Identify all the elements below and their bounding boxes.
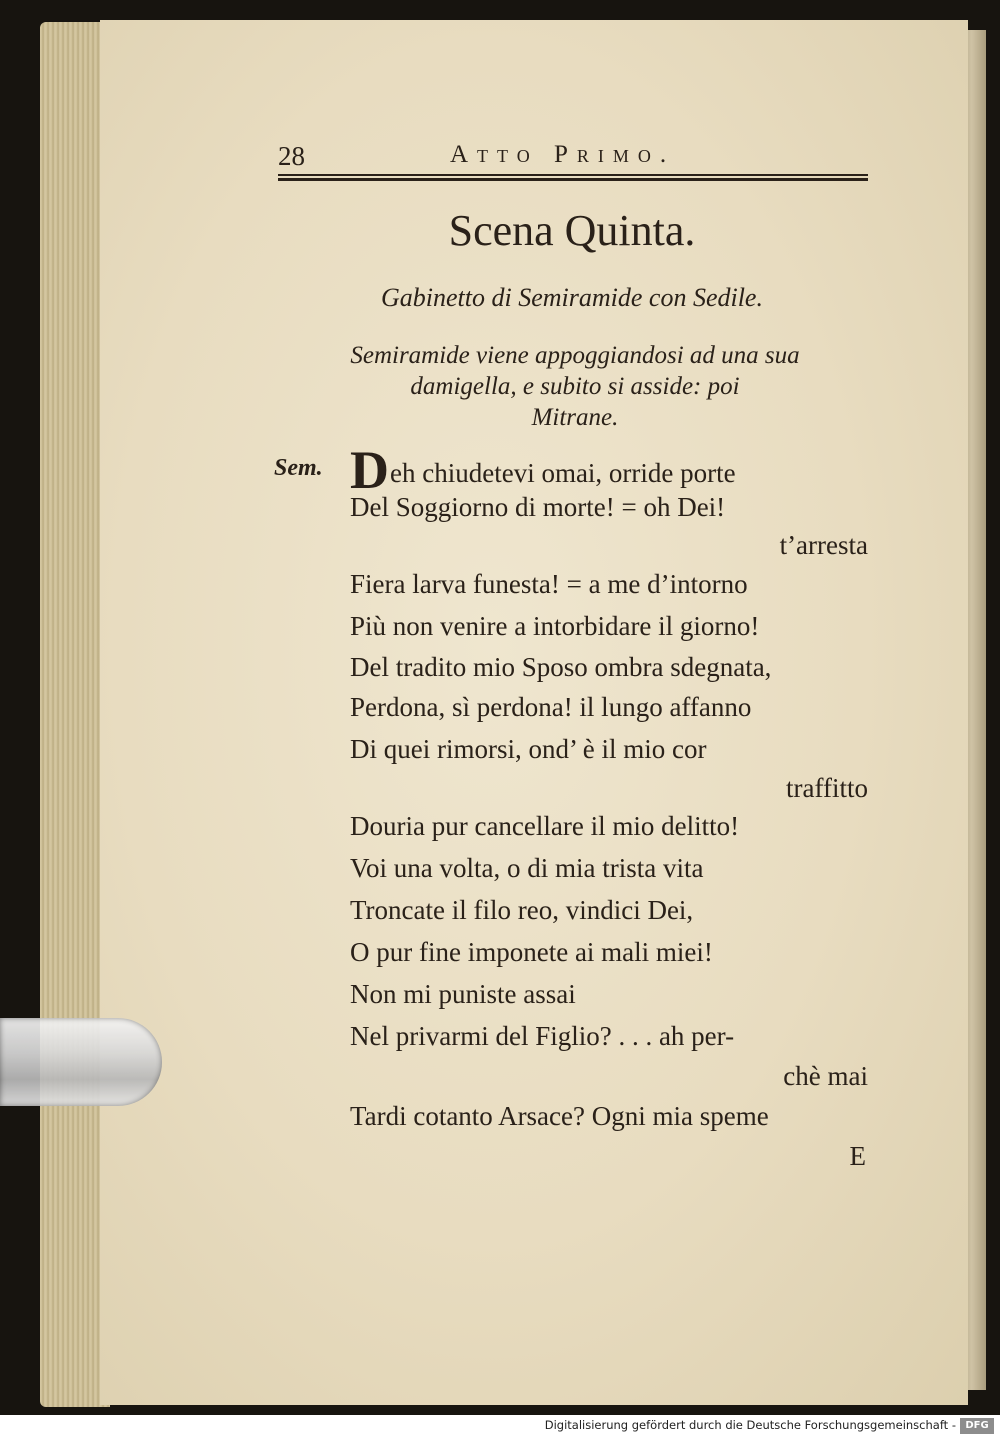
running-head: Atto Primo. [450,141,676,168]
stage-direction-line: Semiramide viene appoggiandosi ad una sua [350,342,800,369]
verse-text: eh chiudetevi omai, orride porte [390,458,736,488]
verse-line [350,440,736,500]
stage-direction-line: Mitrane. [531,404,619,431]
page-clip [0,1018,162,1106]
verse-line: Più non venire a intorbidare il giorno! [350,611,760,641]
footer-credit: Digitalisierung gefördert durch die Deutsche Forschungsgemeinschaft - [544,1418,956,1432]
verse-line: Di quei rimorsi, ond’ è il mio cor [350,734,707,764]
header-rule [278,174,868,176]
verse-line: Troncate il filo reo, vindici Dei, [350,895,694,925]
stage-direction [290,340,860,433]
verse-line: Non mi puniste assai [350,979,576,1009]
verse-line: Nel privarmi del Figlio? . . . ah per- [350,1021,735,1051]
verse-line: Douria pur cancellare il mio delitto! [350,811,740,841]
stage-direction-line: damigella, e subito si asside: poi [410,373,740,400]
verse-line: Del Soggiorno di morte! = oh Dei! [350,492,726,522]
scene-title: Scena Quinta. [448,206,696,255]
verse-line: Tardi cotanto Arsace? Ogni mia speme [350,1101,769,1131]
catchword: E [849,1141,866,1171]
verse-line: Perdona, sì perdona! il lungo affanno [350,692,752,722]
verse-line-turnover: traffitto [786,773,868,803]
header-rule-thick [278,178,868,181]
verse-line: Fiera larva funesta! = a me d’intorno [350,569,748,599]
verse-line: Del tradito mio Sposo ombra sdegnata, [350,652,772,682]
drop-cap: D [350,440,389,500]
verse-line: O pur fine imponete ai mali miei! [350,937,713,967]
dfg-logo: DFG [960,1418,994,1434]
verse-line: Voi una volta, o di mia trista vita [350,853,704,883]
verse-line-turnover: t’arresta [779,530,868,560]
verse-line-turnover: chè mai [783,1061,868,1091]
scene-setting: Gabinetto di Semiramide con Sedile. [381,283,763,312]
speaker-label: Sem. [274,455,323,481]
page-number: 28 [278,141,305,171]
